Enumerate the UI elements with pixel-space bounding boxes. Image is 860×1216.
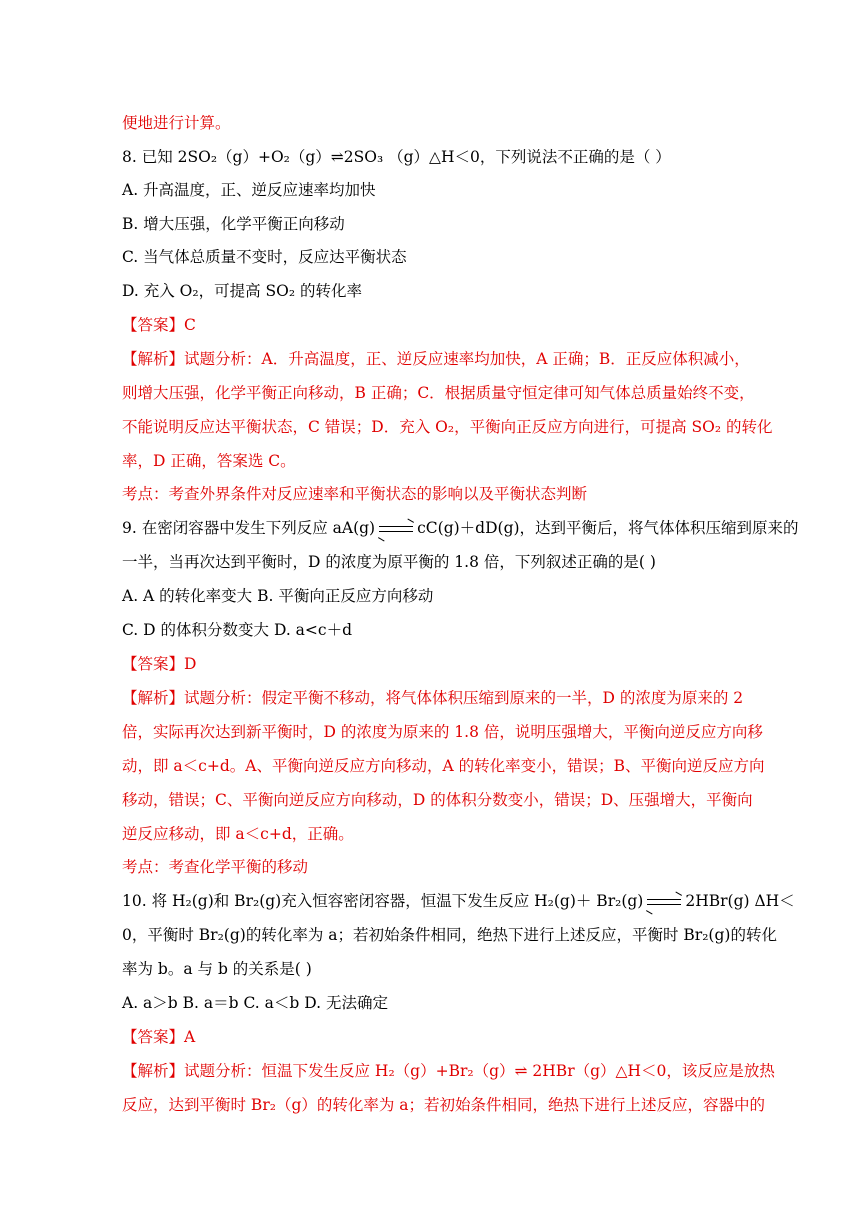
question-10-stem-line: 0，平衡时 Br₂(g)的转化率为 a；若初始条件相同，绝热下进行上述反应，平衡时 Br₂(g)的转化 (122, 926, 777, 944)
analysis-9-line: 移动，错误；C、平衡向逆反应方向移动，D 的体积分数变小，错误；D、压强增大，平衡向 (122, 791, 753, 809)
question-8-option-c: C. 当气体总质量不变时，反应达平衡状态 (122, 248, 407, 266)
analysis-8-line: 则增大压强，化学平衡正向移动，B 正确；C．根据质量守恒定律可知气体总质量始终不变， (122, 384, 755, 402)
question-9-stem-line: 一半，当再次达到平衡时，D 的浓度为原平衡的 1.8 倍，下列叙述正确的是( ) (122, 553, 656, 571)
question-10-options: A. a＞b B. a＝b C. a＜b D. 无法确定 (122, 994, 388, 1012)
question-10-stem-line (122, 889, 795, 913)
text-line: 便地进行计算。 (122, 114, 231, 132)
analysis-9-line: 倍，实际再次达到新平衡时，D 的浓度为原来的 1.8 倍，说明压强增大，平衡向逆反应方向移 (122, 723, 763, 741)
question-10-stem-line: 率为 b。a 与 b 的关系是( ) (122, 960, 312, 978)
question-9-options-cd: C. D 的体积分数变大 D. a<c＋d (122, 621, 353, 639)
analysis-10-line: 【解析】试题分析：恒温下发生反应 H₂（g）+Br₂（g）⇌ 2HBr（g）△H＜0，该反应是放热 (122, 1062, 775, 1080)
knowledge-point-8: 考点：考查外界条件对反应速率和平衡状态的影响以及平衡状态判断 (122, 485, 588, 503)
question-8-stem: 8. 已知 2SO₂（g）+O₂（g）⇌2SO₃ （g）△H＜0，下列说法不正确的是（ ） (122, 148, 671, 166)
analysis-9-line: 动，即 a＜c+d。A、平衡向逆反应方向移动，A 的转化率变小，错误；B、平衡向逆反应方向 (122, 757, 765, 775)
equilibrium-arrow-icon (645, 897, 683, 907)
analysis-8-line: 不能说明反应达平衡状态，C 错误；D．充入 O₂，平衡向正反应方向进行，可提高 SO₂ 的转化 (122, 418, 773, 436)
answer-8: 【答案】C (122, 316, 196, 334)
question-10-stem-part: 2HBr(g) ΔH＜ (685, 892, 795, 910)
analysis-10-line: 反应，达到平衡时 Br₂（g）的转化率为 a；若初始条件相同，绝热下进行上述反应，容器中的 (122, 1096, 766, 1114)
question-8-option-d: D. 充入 O₂，可提高 SO₂ 的转化率 (122, 282, 362, 300)
question-9-options-ab: A. A 的转化率变大 B. 平衡向正反应方向移动 (122, 587, 434, 605)
analysis-8-line: 【解析】试题分析：A．升高温度，正、逆反应速率均加快，A 正确；B．正反应体积减小， (122, 350, 750, 368)
knowledge-point-9: 考点：考查化学平衡的移动 (122, 858, 309, 876)
analysis-9-line: 逆反应移动，即 a＜c+d，正确。 (122, 825, 354, 843)
answer-9: 【答案】D (122, 655, 197, 673)
question-9-stem-part: 9. 在密闭容器中发生下列反应 aA(g) (122, 519, 376, 537)
question-9-stem-part: cC(g)＋dD(g)，达到平衡后，将气体体积压缩到原来的 (417, 519, 799, 537)
answer-10: 【答案】A (122, 1028, 196, 1046)
analysis-8-line: 率，D 正确，答案选 C。 (122, 452, 296, 470)
question-8-option-b: B. 增大压强，化学平衡正向移动 (122, 215, 345, 233)
question-10-stem-part: 10. 将 H₂(g)和 Br₂(g)充入恒容密闭容器，恒温下发生反应 H₂(g)＋ Br₂(g) (122, 892, 644, 910)
equilibrium-arrow-icon (377, 524, 415, 534)
analysis-9-line: 【解析】试题分析：假定平衡不移动，将气体体积压缩到原来的一半，D 的浓度为原来的 2 (122, 689, 744, 707)
question-8-option-a: A. 升高温度，正、逆反应速率均加快 (122, 181, 376, 199)
question-9-stem-line (122, 516, 799, 540)
